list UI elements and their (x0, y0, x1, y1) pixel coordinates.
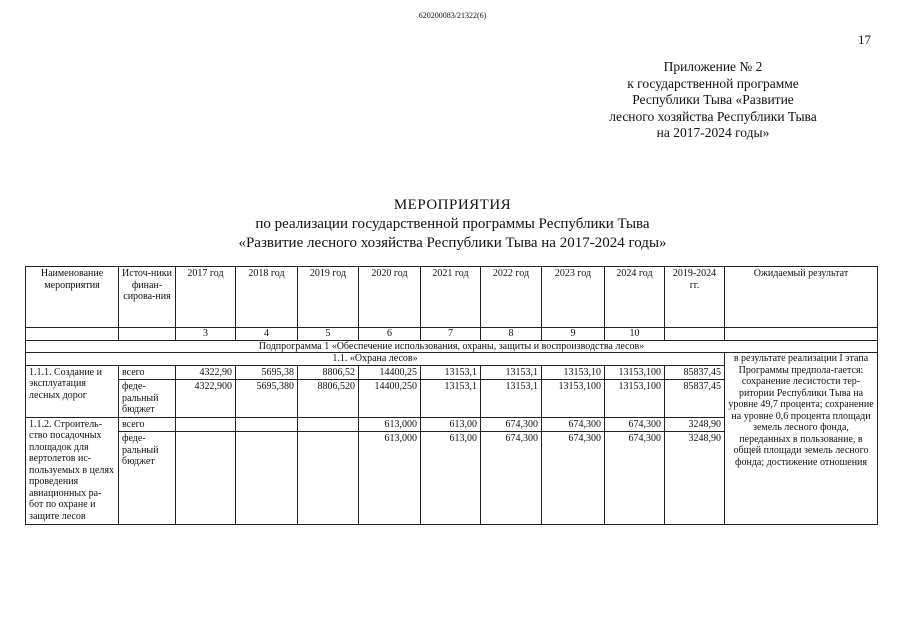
value-cell: 85837,45 (665, 380, 725, 418)
column-number: 5 (298, 328, 359, 341)
column-number: 4 (236, 328, 298, 341)
column-number (725, 328, 878, 341)
funding-source: феде-ральный бюджет (119, 432, 176, 525)
value-cell: 674,300 (542, 432, 605, 525)
value-cell: 8806,520 (298, 380, 359, 418)
value-cell: 13153,1 (421, 380, 481, 418)
header-cell: 2021 год (421, 267, 481, 328)
column-number (119, 328, 176, 341)
value-cell: 85837,45 (665, 365, 725, 380)
title-line: «Развитие лесного хозяйства Республики Тыва на 2017-2024 годы» (238, 235, 667, 251)
header-cell: 2022 год (481, 267, 542, 328)
value-cell: 3248,90 (665, 432, 725, 525)
title-main: МЕРОПРИЯТИЯ (393, 197, 512, 213)
title-line: по реализации государственной программы Республики Тыва (255, 216, 650, 232)
funding-source: феде-ральный бюджет (119, 380, 176, 418)
appendix-note (583, 59, 843, 142)
header-cell: Источ-ники финан-сирова-ния (119, 267, 176, 328)
section-title: 1.1. «Охрана лесов» (26, 353, 725, 366)
value-cell: 5695,38 (236, 365, 298, 380)
column-number (665, 328, 725, 341)
value-cell: 674,300 (481, 417, 542, 432)
expected-result: в результате реализации I этапа Программы предпола-гается: сохранение лесистости тер-ритории Республики Тыва на уровне 49,7 процента; сохранение на уровне 0,6 процента площади земель лесного фонда, переданных в пользование, в общей площади земель лесного фонда; достижение отношения (725, 353, 878, 525)
measures-table (25, 266, 878, 525)
header-cell: 2019-2024 гг. (665, 267, 725, 328)
value-cell (298, 432, 359, 525)
appendix-line: Приложение № 2 (663, 59, 763, 74)
header-row (26, 267, 878, 328)
header-cell: 2017 год (176, 267, 236, 328)
funding-source: всего (119, 365, 176, 380)
value-cell: 13153,1 (481, 380, 542, 418)
subprogram-row (26, 340, 878, 353)
value-cell (236, 417, 298, 432)
appendix-line: Республики Тыва «Развитие (632, 92, 794, 107)
value-cell: 14400,250 (359, 380, 421, 418)
value-cell: 674,300 (542, 417, 605, 432)
document-title (0, 196, 905, 253)
value-cell: 4322,900 (176, 380, 236, 418)
value-cell (236, 432, 298, 525)
value-cell: 13153,1 (481, 365, 542, 380)
value-cell: 613,000 (359, 432, 421, 525)
header-cell: 2020 год (359, 267, 421, 328)
value-cell (176, 417, 236, 432)
value-cell: 674,300 (605, 417, 665, 432)
column-number: 8 (481, 328, 542, 341)
value-cell: 674,300 (605, 432, 665, 525)
value-cell: 4322,90 (176, 365, 236, 380)
header-cell: 2023 год (542, 267, 605, 328)
measure-name: 1.1.1. Создание и эксплуатация лесных дорог (26, 365, 119, 417)
header-cell: 2024 год (605, 267, 665, 328)
value-cell (176, 432, 236, 525)
value-cell: 13153,100 (605, 365, 665, 380)
header-cell: Ожидаемый результат (725, 267, 878, 328)
column-number: 9 (542, 328, 605, 341)
appendix-line: лесного хозяйства Республики Тыва (609, 108, 817, 124)
value-cell: 14400,25 (359, 365, 421, 380)
column-number (26, 328, 119, 341)
column-number: 6 (359, 328, 421, 341)
column-number: 7 (421, 328, 481, 341)
page-number: 17 (858, 32, 871, 47)
document-id: 620200083/21322(6) (418, 11, 487, 20)
value-cell: 5695,380 (236, 380, 298, 418)
value-cell: 13153,100 (542, 380, 605, 418)
value-cell: 13153,100 (605, 380, 665, 418)
value-cell: 3248,90 (665, 417, 725, 432)
value-cell: 13153,1 (421, 365, 481, 380)
value-cell: 13153,10 (542, 365, 605, 380)
value-cell: 8806,52 (298, 365, 359, 380)
appendix-line: на 2017-2024 годы» (656, 125, 770, 140)
appendix-line: к государственной программе (627, 75, 799, 91)
value-cell: 674,300 (481, 432, 542, 525)
value-cell (298, 417, 359, 432)
header-cell: Наименование мероприятия (26, 267, 119, 328)
column-number-row (26, 328, 878, 341)
subprogram-title: Подпрограмма 1 «Обеспечение использования, охраны, защиты и воспроизводства лесов» (26, 340, 878, 353)
header-cell: 2018 год (236, 267, 298, 328)
column-number: 3 (176, 328, 236, 341)
value-cell: 613,000 (359, 417, 421, 432)
section-row (26, 353, 878, 366)
value-cell: 613,00 (421, 417, 481, 432)
column-number: 10 (605, 328, 665, 341)
funding-source: всего (119, 417, 176, 432)
measure-name: 1.1.2. Строитель-ство посадочных площадок для вертолетов ис-пользуемых в целях проведения авиационных ра-бот по охране и защите лесов (26, 417, 119, 525)
value-cell: 613,00 (421, 432, 481, 525)
header-cell: 2019 год (298, 267, 359, 328)
